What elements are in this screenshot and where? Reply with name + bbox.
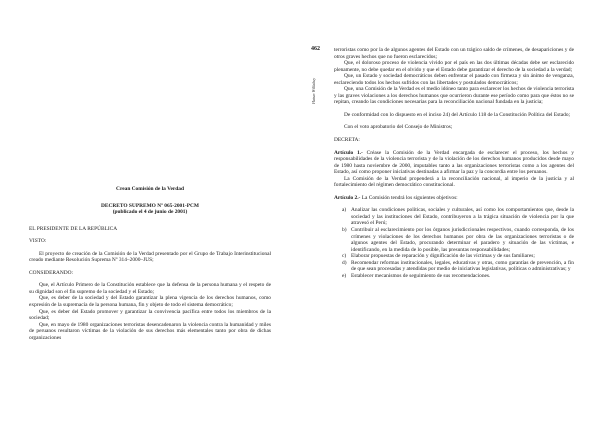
decree-date: (publicado el 4 de junio de 2001) — [112, 209, 188, 216]
right-paragraph: terroristas como por la de algunos agentes del Estado con un trágico saldo de crímenes, de desapariciones y de otros graves hechos que no fueron esclarecidos; — [334, 47, 574, 60]
left-paragraph: Que, el Artículo Primero de la Constitución establece que la defensa de la persona humana y el respeto de su dignidad son el fin supremo de la sociedad y el Estado; — [29, 282, 271, 295]
list-marker: d) — [342, 259, 347, 266]
list-marker: c) — [342, 253, 347, 260]
list-marker: e) — [342, 272, 347, 279]
president-line: EL PRESIDENTE DE LA REPÚBLICA — [29, 225, 118, 232]
left-column — [29, 186, 271, 341]
list-marker: a) — [342, 207, 347, 214]
article-2-label: Artículo 2.- — [334, 194, 361, 201]
decree-id: DECRETO SUPREMO Nº 065-2001-PCM — [101, 202, 199, 209]
visto-text: El proyecto de creación de la Comisión de la Verdad presentado por el Grupo de Trabajo Interinstitucional creado mediante Resolución Suprema Nº 314–2000–JUS; — [29, 250, 271, 264]
list-marker: b) — [342, 227, 347, 234]
article-1-label: Artículo 1.- — [334, 149, 363, 156]
list-item — [342, 227, 574, 253]
left-paragraph: Que, en mayo de 1980 organizaciones terroristas desencadenaron la violencia contra la humanidad y miles de peruanos resultaron víctimas de la violación de sus derechos más elementales tanto por obra de dichas organizaciones — [29, 321, 271, 341]
left-paragraph: Que, es deber del Estado promover y garantizar la convivencia pacífica entre todos los miembros de la sociedad; — [29, 308, 271, 322]
considerando-label: CONSIDERANDO: — [29, 269, 74, 276]
decree-title: Crean Comisión de la Verdad — [116, 186, 184, 192]
decreta-label: DECRETA: — [334, 137, 360, 144]
right-paragraph: Que, un Estado y sociedad democráticos deben enfrentar el pasado con firmeza y sin ánimo de venganza, esclareciendo todos los hechos sufridos con las libertades y postulados democráticos; — [334, 73, 574, 86]
right-paragraph: Con el voto aprobatorio del Consejo de Ministros; — [344, 124, 453, 131]
right-paragraph: Que, el doloroso proceso de violencia vivido por el país en las dos últimas décadas debe ser esclarecido plenamente, no debe quedar en el olvido y que el Estado debe garantizar el derecho de la sociedad a la verdad; — [334, 60, 574, 73]
right-paragraph: Que, una Comisión de la Verdad es el medio idóneo tanto para esclarecer los hechos de violencia terrorista y las graves violaciones a los derechos humanos que ocurrieron durante ese período como para que éstos no se repitan, creando las condiciones necesarias para la reconciliación nacional fundada en la justicia; — [334, 86, 574, 106]
list-item-text: Contribuir al esclarecimiento por los órganos jurisdiccionales respectivos, cuando corresponda, de los crímenes y violaciones de los derechos humanos por obra de las organizaciones terroristas o de algunos agentes del Estado, procurando determinar el paradero y situación de las víctimas, e identificando, en la medida de lo posible, las presuntas responsabilidades; — [351, 227, 574, 253]
list-item — [342, 273, 574, 280]
article-1 — [334, 150, 574, 176]
list-item-text: Elaborar propuestas de reparación y dignificación de las víctimas y de sus familiares; — [351, 253, 535, 260]
page-number: 462 — [311, 46, 320, 52]
right-column — [334, 47, 574, 279]
article-1-text: Créase la Comisión de la Verdad encargada de esclarecer el proceso, los hechos y responsabilidades de la violencia terrorista y de la violación de los derechos humanos producidos desde mayo de 1980 hasta noviembre de 2000, imputables tanto a las organizaciones terroristas como a los agentes del Estado, así como proponer iniciativas destinadas a afirmar la paz y la concordia entre los peruanos. — [334, 149, 574, 176]
list-item-text: Establecer mecanismos de seguimiento de sus recomendaciones. — [351, 272, 491, 279]
sidebar-title: Hatun Willakuy — [311, 77, 316, 104]
list-item — [342, 260, 574, 273]
list-item — [342, 207, 574, 227]
list-item-text: Recomendar reformas institucionales, legales, educativas y otras, como garantías de prevención, a fin de que sean procesadas y atendidas por medio de iniciativas legislativas, políticas o administrativas; y — [351, 259, 574, 273]
right-paragraph: De conformidad con lo dispuesto en el inciso 24) del Artículo 118 de la Constitución Política del Estado; — [344, 111, 571, 118]
article-2-text: La Comisión tendrá los siguientes objetivos: — [360, 194, 458, 201]
article-1-paragraph-2: La Comisión de la Verdad propenderá a la reconciliación nacional, al imperio de la justicia y al fortalecimiento del régimen democrático constitucional. — [334, 175, 574, 189]
list-item-text: Analizar las condiciones políticas, sociales y culturales, así como los comportamientos que, desde la sociedad y las instituciones del Estado, contribuyeron a la trágica situación de violencia por la que atravesó el Perú; — [351, 207, 574, 227]
left-paragraph: Que, es deber de la sociedad y del Estado garantizar la plena vigencia de los derechos humanos, como expresión de la supremacía de la persona humana, fin y objeto de todo el sistema democrático; — [29, 295, 271, 309]
visto-label: VISTO: — [29, 238, 47, 245]
